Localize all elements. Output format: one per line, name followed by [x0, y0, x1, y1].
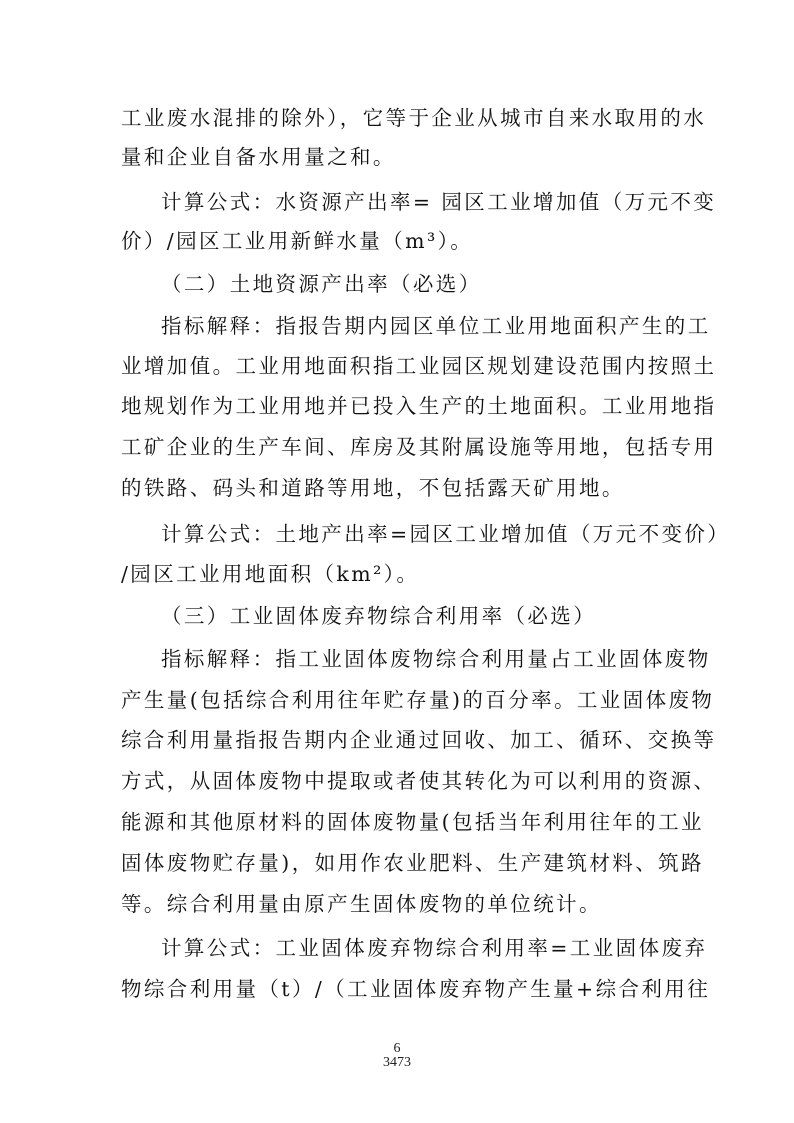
formula-line: /园区工业用地面积（km²）。 — [121, 562, 420, 586]
paragraph-line: 固体废物贮存量)，如用作农业肥料、生产建筑材料、筑路 — [121, 851, 704, 875]
paragraph-line: 能源和其他原材料的固体废物量(包括当年利用往年的工业 — [121, 810, 704, 834]
paragraph-line: 方式，从固体废物中提取或者使其转化为可以利用的资源、 — [121, 769, 717, 793]
formula-line: 计算公式：土地产出率=园区工业增加值（万元不变价） — [161, 522, 731, 546]
section-heading: （二）土地资源产出率（必选） — [161, 272, 482, 296]
page-number: 6 — [393, 1041, 401, 1056]
paragraph-line: 工矿企业的生产车间、库房及其附属设施等用地，包括专用 — [121, 435, 717, 459]
section-heading: （三）工业固体废弃物综合利用率（必选） — [161, 604, 597, 628]
paragraph-line: 综合利用量指报告期内企业通过回收、加工、循环、交换等 — [121, 728, 717, 752]
paragraph-line: 工业废水混排的除外），它等于企业从城市自来水取用的水 — [121, 106, 707, 130]
formula-line: 计算公式：水资源产出率= 园区工业增加值（万元不变 — [161, 190, 717, 214]
formula-line: 价）/园区工业用新鲜水量（m³）。 — [121, 229, 474, 253]
formula-line: 计算公式：工业固体废弃物综合利用率=工业固体废弃 — [161, 936, 708, 960]
paragraph-line: 等。综合利用量由原产生固体废物的单位统计。 — [121, 892, 602, 916]
paragraph-line: 指标解释：指报告期内园区单位工业用地面积产生的工 — [161, 314, 711, 338]
paragraph-line: 业增加值。工业用地面积指工业园区规划建设范围内按照土 — [121, 354, 717, 378]
paragraph-line: 地规划作为工业用地并已投入生产的土地面积。工业用地指 — [121, 394, 717, 418]
paragraph-line: 的铁路、码头和道路等用地，不包括露天矿用地。 — [121, 476, 625, 500]
paragraph-line: 量和企业自备水用量之和。 — [121, 145, 396, 169]
paragraph-line: 产生量(包括综合利用往年贮存量)的百分率。工业固体废物 — [121, 688, 715, 712]
paragraph-line: 指标解释：指工业固体废物综合利用量占工业固体废物 — [161, 647, 711, 671]
stamp-number: 3473 — [383, 1055, 411, 1070]
formula-line: 物综合利用量（t）/（工业固体废弃物产生量+综合利用往 — [121, 977, 711, 1001]
